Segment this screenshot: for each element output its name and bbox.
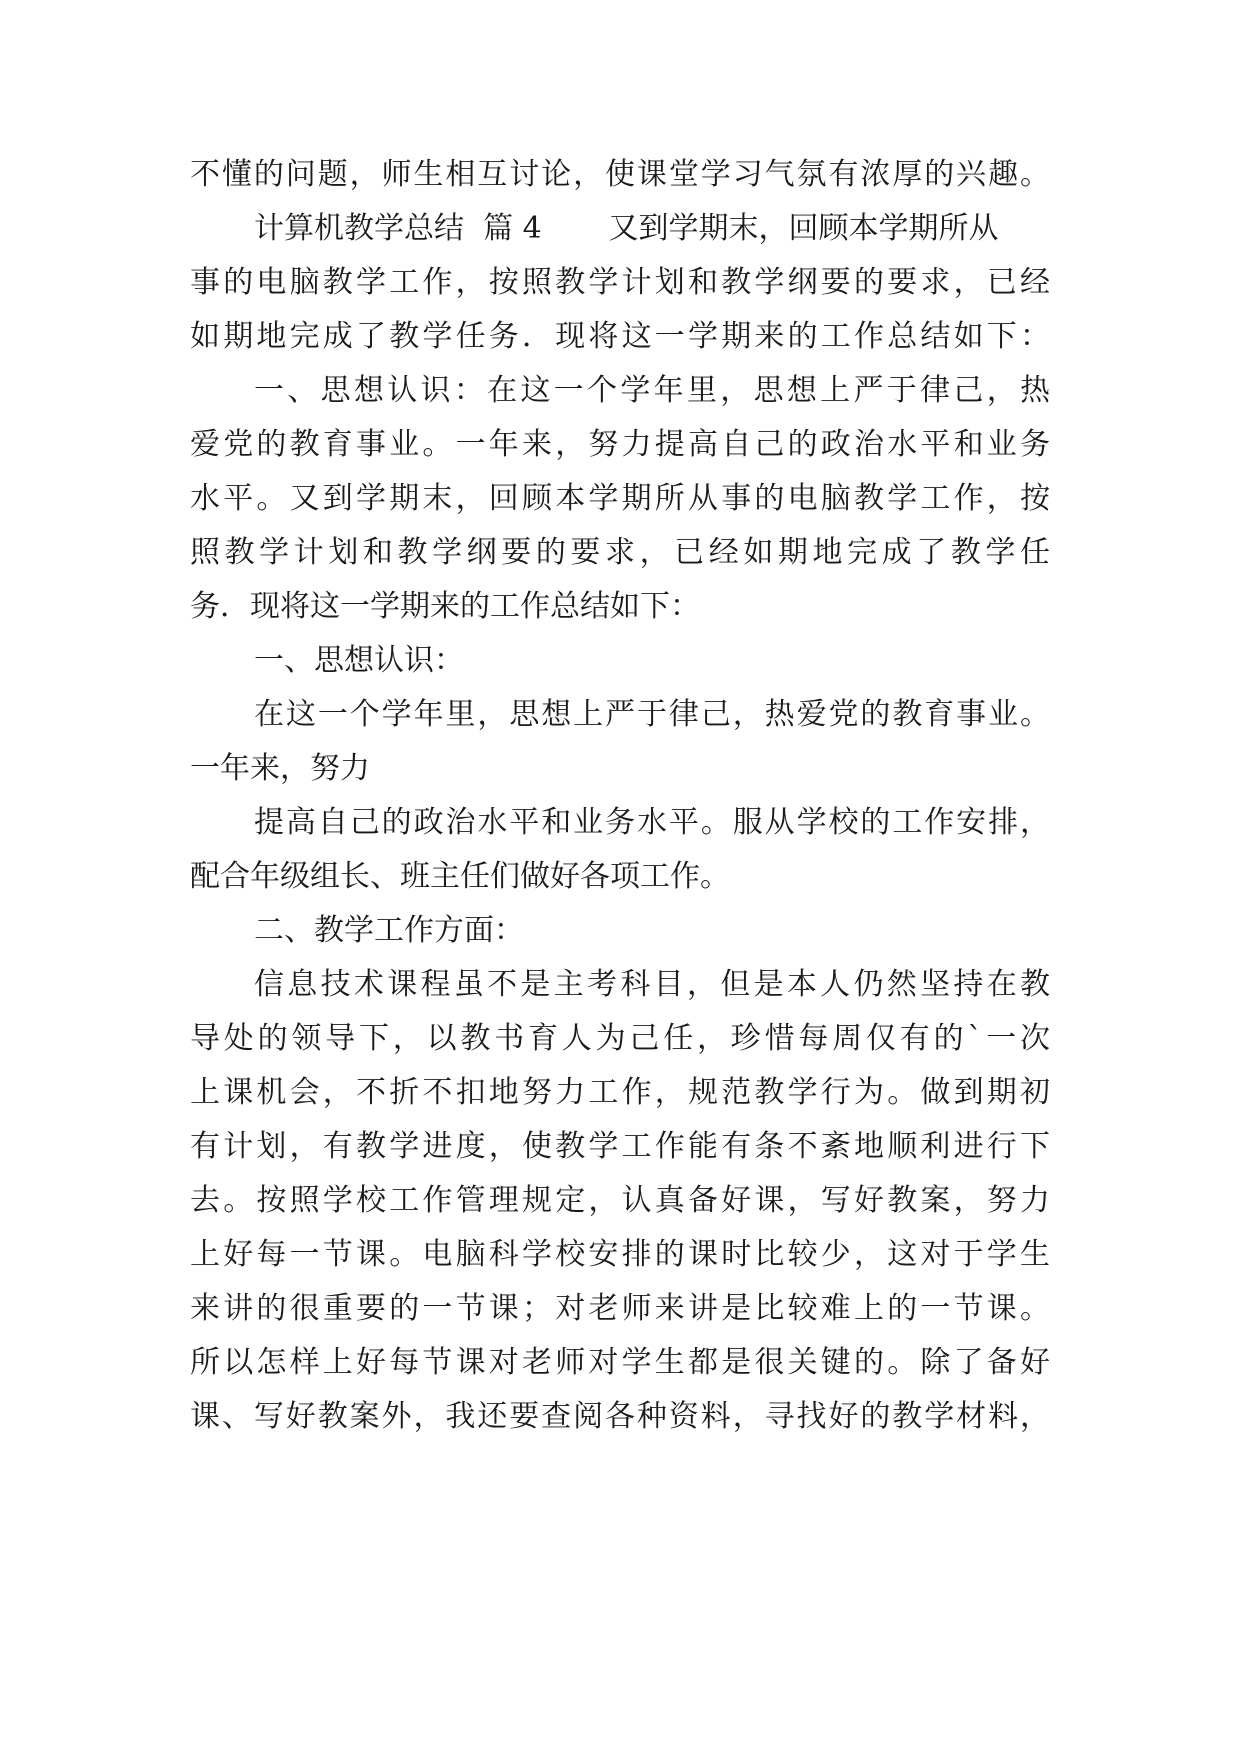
subheading-line-2: 二、教学工作方面： xyxy=(254,913,524,948)
text-line-5: 一、思想认识：在这一个学年里，思想上严于律己，热 xyxy=(254,373,1050,408)
text-line-12: 一年来，努力 xyxy=(190,751,370,786)
text-line-3: 事的电脑教学工作，按照教学计划和教学纲要的要求，已经 xyxy=(190,265,1050,300)
text-line-14: 配合年级组长、班主任们做好各项工作。 xyxy=(190,859,730,894)
text-line-17: 导处的领导下，以教书育人为己任，珍惜每周仅有的`一次 xyxy=(190,1021,1050,1056)
text-line-9: 务．现将这一学期来的工作总结如下： xyxy=(190,589,700,624)
text-line-1: 不懂的问题，师生相互讨论，使课堂学习气氛有浓厚的兴趣。 xyxy=(190,157,1050,192)
text-line-19: 有计划，有教学进度，使教学工作能有条不紊地顺利进行下 xyxy=(190,1129,1050,1164)
text-line-7: 水平。又到学期末，回顾本学期所从事的电脑教学工作，按 xyxy=(190,481,1050,516)
text-line-6: 爱党的教育事业。一年来，努力提高自己的政治水平和业务 xyxy=(190,427,1050,462)
text-line-13: 提高自己的政治水平和业务水平。服从学校的工作安排， xyxy=(254,805,1050,840)
text-line-18: 上课机会，不折不扣地努力工作，规范教学行为。做到期初 xyxy=(190,1075,1050,1110)
text-line-21: 上好每一节课。电脑科学校安排的课时比较少，这对于学生 xyxy=(190,1237,1050,1272)
text-line-16: 信息技术课程虽不是主考科目，但是本人仍然坚持在教 xyxy=(254,967,1050,1002)
subheading-line: 一、思想认识： xyxy=(254,643,464,678)
section-heading-line: 计算机教学总结 篇 4 又到学期末，回顾本学期所从 xyxy=(254,211,999,246)
text-line-8: 照教学计划和教学纲要的要求，已经如期地完成了教学任 xyxy=(190,535,1050,570)
text-line-20: 去。按照学校工作管理规定，认真备好课，写好教案，努力 xyxy=(190,1183,1050,1218)
text-line-24: 课、写好教案外，我还要查阅各种资料，寻找好的教学材料， xyxy=(190,1399,1050,1434)
text-line-4: 如期地完成了教学任务．现将这一学期来的工作总结如下： xyxy=(190,319,1050,354)
text-line-11: 在这一个学年里，思想上严于律己，热爱党的教育事业。 xyxy=(254,697,1050,732)
text-line-23: 所以怎样上好每节课对老师对学生都是很关键的。除了备好 xyxy=(190,1345,1050,1380)
text-line-22: 来讲的很重要的一节课；对老师来讲是比较难上的一节课。 xyxy=(190,1291,1050,1326)
